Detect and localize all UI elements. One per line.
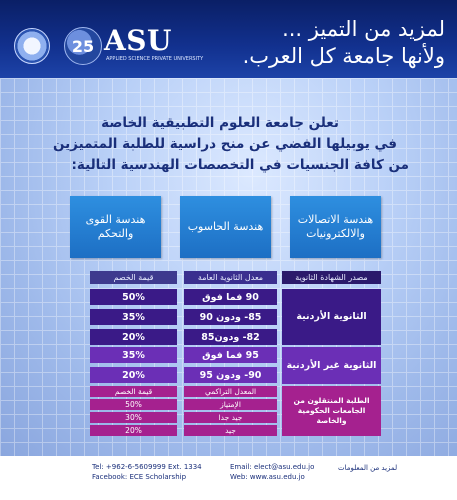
headline-line-2: ولأنها جامعة كل العرب.	[242, 44, 445, 68]
transfer-discount-2: 30%	[90, 412, 177, 423]
header-average: معدل الثانوية العامة	[184, 271, 277, 284]
asu-logo-subtext: APPLIED SCIENCE PRIVATE UNIVERSITY	[106, 56, 204, 62]
jordanian-discount-3: 20%	[90, 329, 177, 345]
category-transfer: الطلبة المنتقلون من الجامعات الحكومية والخاصة	[282, 386, 381, 436]
category-jordanian: الثانوية الأردنية	[282, 289, 381, 345]
footer	[0, 456, 457, 500]
header-discount: قيمة الخصم	[90, 271, 177, 284]
transfer-average-header: المعدل التراكمي	[184, 386, 277, 397]
non-jordanian-discount-2: 20%	[90, 367, 177, 383]
footer-email: Email: elect@asu.edu.jo	[230, 463, 315, 471]
header-band	[0, 0, 457, 78]
transfer-average-1: الإمتياز	[184, 399, 277, 410]
transfer-discount-3: 20%	[90, 425, 177, 436]
major-communications	[290, 196, 381, 258]
jordanian-average-2: 85- ودون 90	[184, 309, 277, 325]
transfer-discount-1: 50%	[90, 399, 177, 410]
intro-line-2: في يوبيلها الفضي عن منح دراسية للطلبة المتميزين	[52, 136, 397, 152]
university-seal-icon	[14, 28, 50, 64]
asu-logo: ASU	[104, 24, 172, 57]
non-jordanian-discount-1: 35%	[90, 347, 177, 363]
jordanian-average-1: 90 فما فوق	[184, 289, 277, 305]
header-certificate: مصدر الشهادة الثانوية	[282, 271, 381, 284]
non-jordanian-average-2: 90- ودون 95	[184, 367, 277, 383]
jordanian-discount-1: 50%	[90, 289, 177, 305]
intro-line-3: من كافة الجنسيات في التخصصات الهندسية التالية:	[71, 157, 409, 173]
major-power-control	[70, 196, 161, 258]
badge-text: 25	[71, 36, 95, 56]
jordanian-average-3: 82- ودون85	[184, 329, 277, 345]
non-jordanian-average-1: 95 فما فوق	[184, 347, 277, 363]
major-communications-label: هندسة الاتصالات والالكترونيات	[297, 213, 374, 240]
anniversary-25-badge	[64, 27, 102, 65]
major-computer-label: هندسة الحاسوب	[187, 220, 264, 233]
jordanian-discount-2: 35%	[90, 309, 177, 325]
footer-more-info: لمزيد من المعلومات	[338, 464, 398, 472]
headline-line-1: لمزيد من التميز ...	[282, 17, 445, 41]
major-computer	[180, 196, 271, 258]
footer-tel: Tel: +962-6-5609999 Ext. 1334	[92, 463, 202, 471]
transfer-average-2: جيد جدا	[184, 412, 277, 423]
category-non-jordanian: الثانوية غير الأردنية	[282, 347, 381, 384]
footer-facebook: Facebook: ECE Scholarship	[92, 473, 187, 481]
transfer-discount-header: قيمة الخصم	[90, 386, 177, 397]
footer-web: Web: www.asu.edu.jo	[230, 473, 305, 481]
transfer-average-3: جيد	[184, 425, 277, 436]
intro-line-1: تعلن جامعة العلوم التطبيقية الخاصة	[101, 115, 339, 131]
major-power-control-label: هندسة القوى والتحكم	[85, 213, 146, 240]
